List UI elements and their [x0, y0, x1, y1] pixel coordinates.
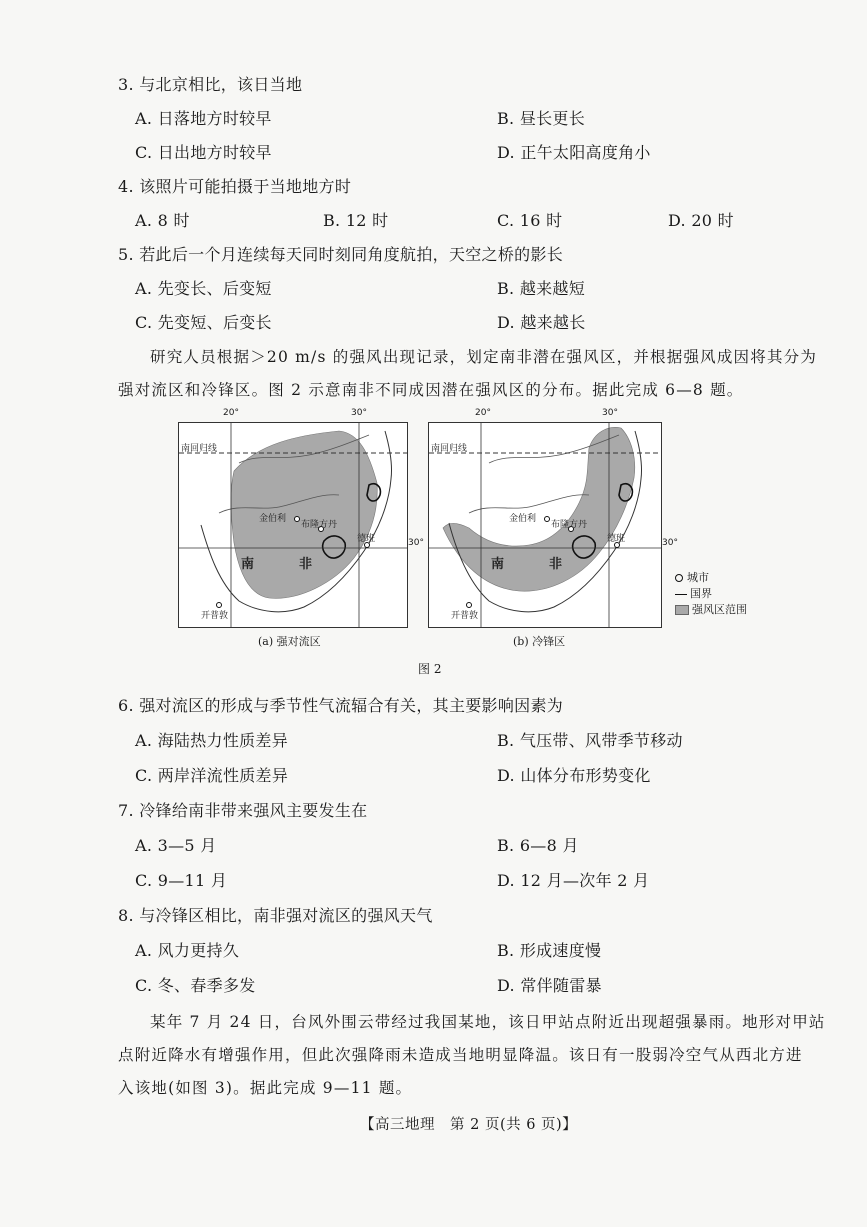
- map-a-kimberley: 金伯利: [259, 514, 287, 524]
- map-b-durban: 德班: [607, 534, 626, 544]
- q8-stem: 8. 与冷锋区相比，南非强对流区的强风天气: [118, 906, 433, 925]
- q6-option-d: D. 山体分布形势变化: [497, 766, 651, 785]
- q4-option-d: D. 20 时: [668, 211, 734, 230]
- q4-option-c: C. 16 时: [497, 211, 563, 230]
- q8-option-c: C. 冬、春季多发: [135, 976, 256, 995]
- passage1-line-1: 研究人员根据＞20 m/s 的强风出现记录，划定南非潜在强风区，并根据强风成因将其分为: [150, 348, 818, 366]
- map-b-lon20: 20°: [475, 408, 491, 418]
- legend-zone: 强风区范围: [675, 602, 747, 618]
- q7-stem: 7. 冷锋给南非带来强风主要发生在: [118, 801, 368, 820]
- q3-option-a: A. 日落地方时较早: [135, 109, 272, 128]
- map-b-coldfront-zone: [428, 422, 662, 628]
- q7-option-b: B. 6—8 月: [497, 836, 579, 855]
- passage2-line-3: 入该地(如图 3)。据此完成 9—11 题。: [118, 1079, 413, 1097]
- figure-2-maps: [178, 408, 678, 650]
- passage1-line-2: 强对流区和冷锋区。图 2 示意南非不同成因潜在强风区的分布。据此完成 6—8 题。: [118, 381, 744, 399]
- map-b-kimberley: 金伯利: [509, 514, 537, 524]
- map-a-capetown: 开普敦: [201, 611, 229, 621]
- caption-b: (b) 冷锋区: [513, 635, 566, 648]
- q3-stem: 3. 与北京相比，该日当地: [118, 75, 303, 94]
- q4-stem: 4. 该照片可能拍摄于当地地方时: [118, 177, 352, 196]
- city-marker-icon: [675, 574, 683, 582]
- passage2-line-1: 某年 7 月 24 日，台风外围云带经过我国某地，该日甲站点附近出现超强暴雨。地形对甲站: [150, 1013, 826, 1031]
- page-footer: 【高三地理 第 2 页(共 6 页)】: [360, 1117, 578, 1133]
- map-a-country-nan: 南: [241, 557, 255, 572]
- map-b-lat30: 30°: [662, 538, 678, 548]
- map-b-capetown: 开普敦: [451, 611, 479, 621]
- map-b-country-nan: 南: [491, 557, 505, 572]
- q5-option-a: A. 先变长、后变短: [135, 279, 272, 298]
- map-b-country-fei: 非: [549, 557, 563, 572]
- border-line-icon: [675, 594, 687, 595]
- map-a-bloemfontein: 布隆方丹: [301, 520, 338, 530]
- map-a-durban: 德班: [357, 534, 376, 544]
- q5-option-d: D. 越来越长: [497, 313, 586, 332]
- map-b-tropic-label: 南回归线: [431, 444, 468, 454]
- legend-border: 国界: [675, 586, 747, 602]
- q6-option-c: C. 两岸洋流性质差异: [135, 766, 289, 785]
- q5-option-b: B. 越来越短: [497, 279, 586, 298]
- map-a-lat30: 30°: [408, 538, 424, 548]
- map-b-bloemfontein: 布隆方丹: [551, 520, 588, 530]
- figure-2-legend: [675, 570, 747, 618]
- q6-option-b: B. 气压带、风带季节移动: [497, 731, 683, 750]
- q4-option-a: A. 8 时: [135, 211, 190, 230]
- q3-option-d: D. 正午太阳高度角小: [497, 143, 651, 162]
- q5-stem: 5. 若此后一个月连续每天同时刻同角度航拍，天空之桥的影长: [118, 245, 564, 264]
- q7-option-a: A. 3—5 月: [135, 836, 217, 855]
- q8-option-b: B. 形成速度慢: [497, 941, 602, 960]
- q8-option-d: D. 常伴随雷暴: [497, 976, 602, 995]
- q3-option-b: B. 昼长更长: [497, 109, 586, 128]
- map-b-lon30: 30°: [602, 408, 618, 418]
- q7-option-c: C. 9—11 月: [135, 871, 228, 890]
- q4-option-b: B. 12 时: [323, 211, 389, 230]
- zone-swatch-icon: [675, 605, 689, 615]
- map-a-convective-zone: [178, 422, 408, 628]
- figure-2-title: 图 2: [418, 662, 442, 676]
- q6-option-a: A. 海陆热力性质差异: [135, 731, 289, 750]
- q8-option-a: A. 风力更持久: [135, 941, 240, 960]
- legend-city: 城市: [675, 570, 747, 586]
- q5-option-c: C. 先变短、后变长: [135, 313, 272, 332]
- q6-stem: 6. 强对流区的形成与季节性气流辐合有关，其主要影响因素为: [118, 696, 564, 715]
- map-a-lon30: 30°: [351, 408, 367, 418]
- map-a-tropic-label: 南回归线: [181, 444, 218, 454]
- q3-option-c: C. 日出地方时较早: [135, 143, 272, 162]
- map-a-lon20: 20°: [223, 408, 239, 418]
- q7-option-d: D. 12 月—次年 2 月: [497, 871, 650, 890]
- caption-a: (a) 强对流区: [258, 635, 321, 648]
- map-a-country-fei: 非: [299, 557, 313, 572]
- passage2-line-2: 点附近降水有增强作用，但此次强降雨未造成当地明显降温。该日有一股弱冷空气从西北方进: [118, 1046, 803, 1064]
